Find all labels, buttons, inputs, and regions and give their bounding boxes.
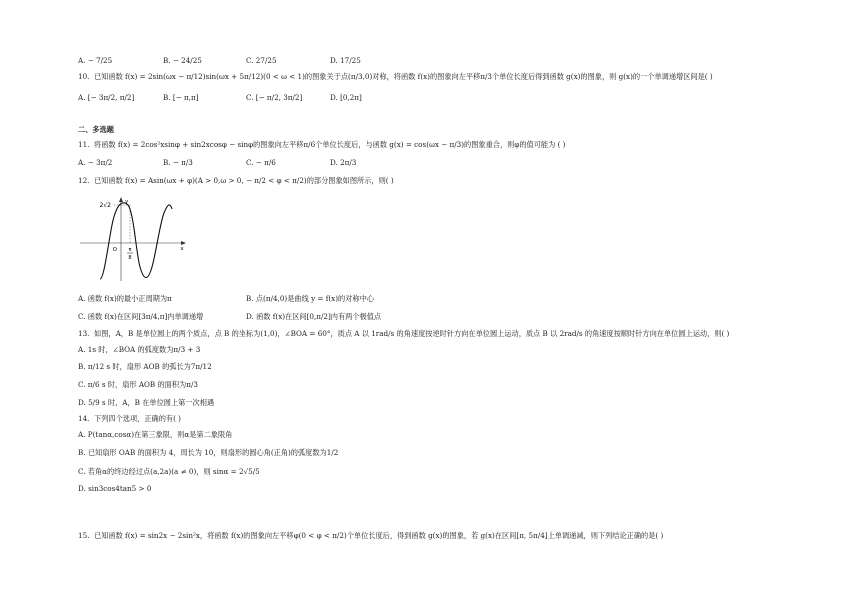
q10-option-c: C. [− π/2, 3π/2]	[246, 93, 303, 102]
q11-option-b: B. − π/3	[163, 158, 193, 167]
q14-option-d: D. sin3cos4tan5 > 0	[78, 484, 152, 493]
q10-option-a: A. [− 3π/2, π/2]	[78, 93, 135, 102]
q13-option-d: D. 5/9 s 时，A，B 在单位圆上第一次相遇	[78, 398, 215, 407]
q11-number: 11.	[78, 140, 90, 149]
y-axis-label: y	[125, 199, 129, 205]
q9-option-b: B. − 24/25	[163, 56, 202, 65]
q11-option-c: C. − π/6	[246, 158, 276, 167]
q10-text: 已知函数 f(x) = 2sin(ωx − π/12)sin(ωx + 5π/12)(0 < ω < 1)的图象关于点(π/3,0)对称，将函数 f(x)的图象向左平移π/3个单位长度后得到函数 g(x)的图象，则 g(x)的一个单调递增区间是( )	[94, 72, 713, 81]
peak-label: 2√2	[99, 202, 111, 209]
q14-option-a: A. P(tanα,cosα)在第三象限，则α是第二象限角	[78, 430, 233, 439]
q13-stem	[78, 329, 729, 338]
q13-text: 如图，A，B 是单位圆上的两个质点，点 B 的坐标为(1,0)，∠BOA = 60°，质点 A 以 1rad/s 的角速度按逆时针方向在单位圆上运动，质点 B 以 2rad/s 的角速度按顺时针方向在单位圆上运动，则( )	[94, 329, 730, 338]
q12-text: 已知函数 f(x) = Asin(ωx + φ)(A > 0,ω > 0, − π/2 < φ < π/2)的部分图象如图所示，则( )	[94, 176, 394, 185]
q14-option-c: C. 若角α的终边经过点(a,2a)(a ≠ 0)，则 sinα = 2√5/5	[78, 467, 260, 476]
q11-option-d: D. 2π/3	[330, 158, 357, 167]
q12-option-d: D. 函数 f(x)在区间[0,π/2]内有两个极值点	[246, 312, 382, 321]
y-axis-arrow-icon	[119, 197, 123, 202]
xmark-numerator: π	[128, 247, 132, 253]
x-axis-label: x	[180, 246, 184, 252]
q10-stem	[78, 72, 713, 81]
q15-stem	[78, 531, 663, 540]
q10-option-d: D. [0,2π]	[330, 93, 362, 102]
q9-option-c: C. 27/25	[246, 56, 277, 65]
sine-curve	[100, 203, 172, 279]
q14-number: 14.	[78, 414, 90, 423]
q14-text: 下列四个选项，正确的有( )	[94, 414, 181, 423]
q12-option-a: A. 函数 f(x)的最小正周期为π	[78, 294, 172, 303]
q11-text: 将函数 f(x) = 2cos²xsinφ + sin2xcosφ − sinφ的图象向左平移π/6个单位长度后，与函数 g(x) = cos(ωx − π/3)的图象重合，则φ的值可能为 ( )	[94, 140, 566, 149]
q15-number: 15.	[78, 531, 90, 540]
q12-number: 12.	[78, 176, 90, 185]
q12-stem	[78, 176, 394, 185]
q13-option-b: B. π/12 s 时，扇形 AOB 的弧长为7π/12	[78, 362, 212, 371]
q12-option-b: B. 点(π/4,0)是曲线 y = f(x)的对称中心	[246, 294, 374, 303]
origin-label: O	[112, 247, 117, 253]
xmark-denominator: 8	[128, 255, 132, 261]
q10-option-b: B. [− π,π]	[163, 93, 199, 102]
q10-number: 10.	[78, 72, 90, 81]
q14-stem	[78, 414, 181, 423]
q12-graph	[78, 195, 188, 283]
q15-text: 已知函数 f(x) = sin2x − 2sin²x，将函数 f(x)的图象向左平移φ(0 < φ < π/2)个单位长度后，得到函数 g(x)的图象，若 g(x)在区间[π, 5π/4]上单调递减，则下列结论正确的是( )	[94, 531, 664, 540]
section-title: 二、多选题	[78, 125, 114, 134]
q14-option-b: B. 已知扇形 OAB 的面积为 4，周长为 10，则扇形的圆心角(正角)的弧度数为1/2	[78, 448, 339, 457]
x-axis-arrow-icon	[181, 241, 186, 245]
q13-option-c: C. π/6 s 时，扇形 AOB 的面积为π/3	[78, 380, 198, 389]
q9-option-a: A. − 7/25	[78, 56, 113, 65]
q13-option-a: A. 1s 时，∠BOA 的弧度数为π/3 + 3	[78, 345, 201, 354]
q13-number: 13.	[78, 329, 90, 338]
q12-option-c: C. 函数 f(x)在区间[3π/4,π]内单调递增	[78, 312, 204, 321]
q11-option-a: A. − 3π/2	[78, 158, 113, 167]
q9-option-d: D. 17/25	[330, 56, 361, 65]
q11-stem	[78, 140, 566, 149]
